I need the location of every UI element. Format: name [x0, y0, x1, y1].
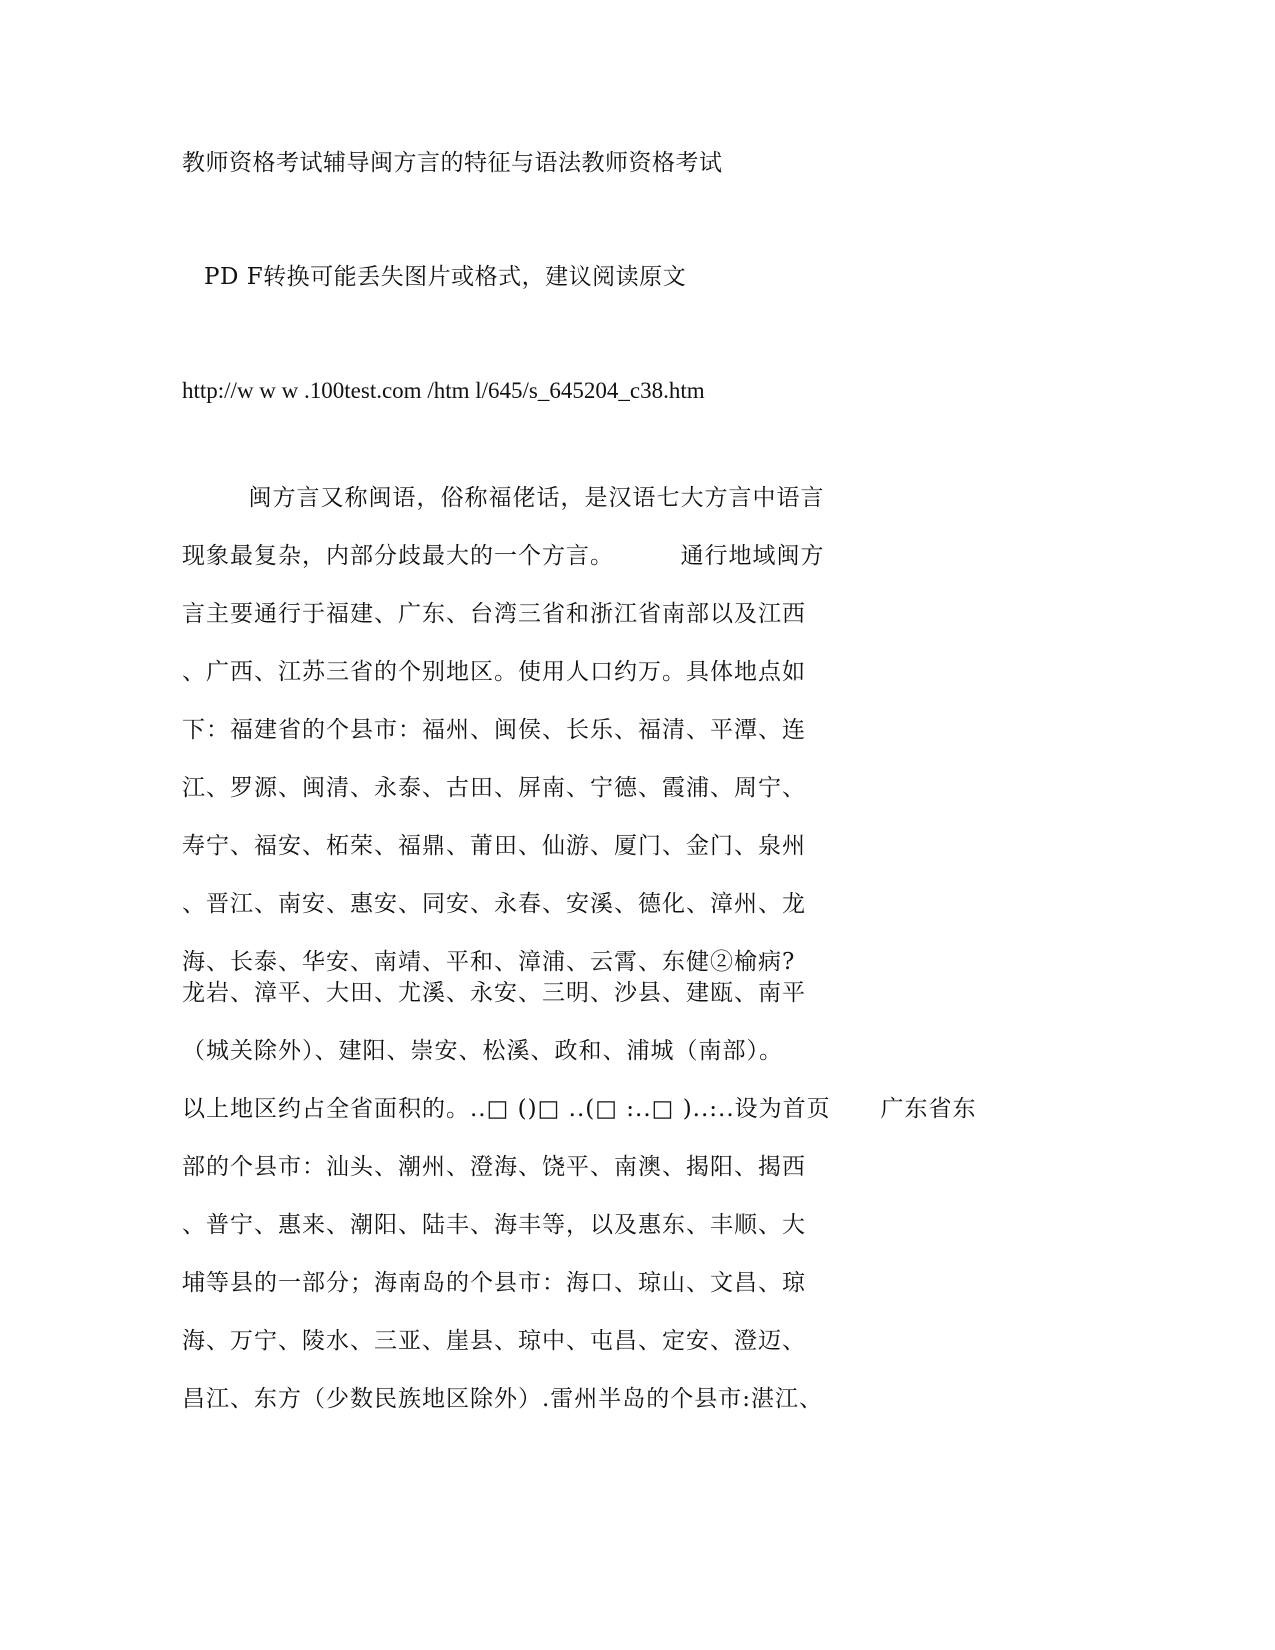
paragraph-line: 现象最复杂，内部分歧最大的一个方言。 通行地域闽方 [182, 543, 825, 569]
paragraph-line: 、广西、江苏三省的个别地区。使用人口约万。具体地点如 [182, 659, 806, 685]
paragraph-line: 龙岩、漳平、大田、尤溪、永安、三明、沙县、建瓯、南平 [182, 980, 806, 1006]
source-url-link[interactable]: http://w w w .100test.com /htm l/645/s_645204_c38.htm [182, 378, 705, 403]
paragraph-line: 寿宁、福安、柘荣、福鼎、莆田、仙游、厦门、金门、泉州 [182, 833, 806, 859]
paragraph-line: 下：福建省的个县市：福州、闽侯、长乐、福清、平潭、连 [182, 717, 806, 743]
paragraph-line: 以上地区约占全省面积的。..□ ()□ ..(□ :..□ )..:..设为首页 广东省东 [182, 1096, 977, 1122]
paragraph-line: 江、罗源、闽清、永泰、古田、屏南、宁德、霞浦、周宁、 [182, 775, 806, 801]
paragraph-line: 昌江、东方（少数民族地区除外）.雷州半岛的个县市:湛江、 [182, 1386, 824, 1412]
paragraph-line: （城关除外）、建阳、崇安、松溪、政和、浦城（南部）。 [182, 1038, 783, 1064]
conversion-notice: PD F转换可能丢失图片或格式，建议阅读原文 [204, 264, 687, 290]
paragraph-line: 部的个县市：汕头、潮州、澄海、饶平、南澳、揭阳、揭西 [182, 1154, 806, 1180]
paragraph-line: 、普宁、惠来、潮阳、陆丰、海丰等，以及惠东、丰顺、大 [182, 1212, 806, 1238]
paragraph-line: 言主要通行于福建、广东、台湾三省和浙江省南部以及江西 [182, 601, 806, 627]
paragraph-line: 海、长泰、华安、南靖、平和、漳浦、云霄、东健②榆病? [182, 949, 796, 975]
paragraph-line: 海、万宁、陵水、三亚、崖县、琼中、屯昌、定安、澄迈、 [182, 1328, 806, 1354]
document-title: 教师资格考试辅导闽方言的特征与语法教师资格考试 [182, 150, 723, 176]
paragraph-line: 闽方言又称闽语，俗称福佬话，是汉语七大方言中语言 [182, 485, 825, 511]
paragraph-line: 、晋江、南安、惠安、同安、永春、安溪、德化、漳州、龙 [182, 891, 806, 917]
paragraph-line: 埔等县的一部分；海南岛的个县市：海口、琼山、文昌、琼 [182, 1270, 806, 1296]
